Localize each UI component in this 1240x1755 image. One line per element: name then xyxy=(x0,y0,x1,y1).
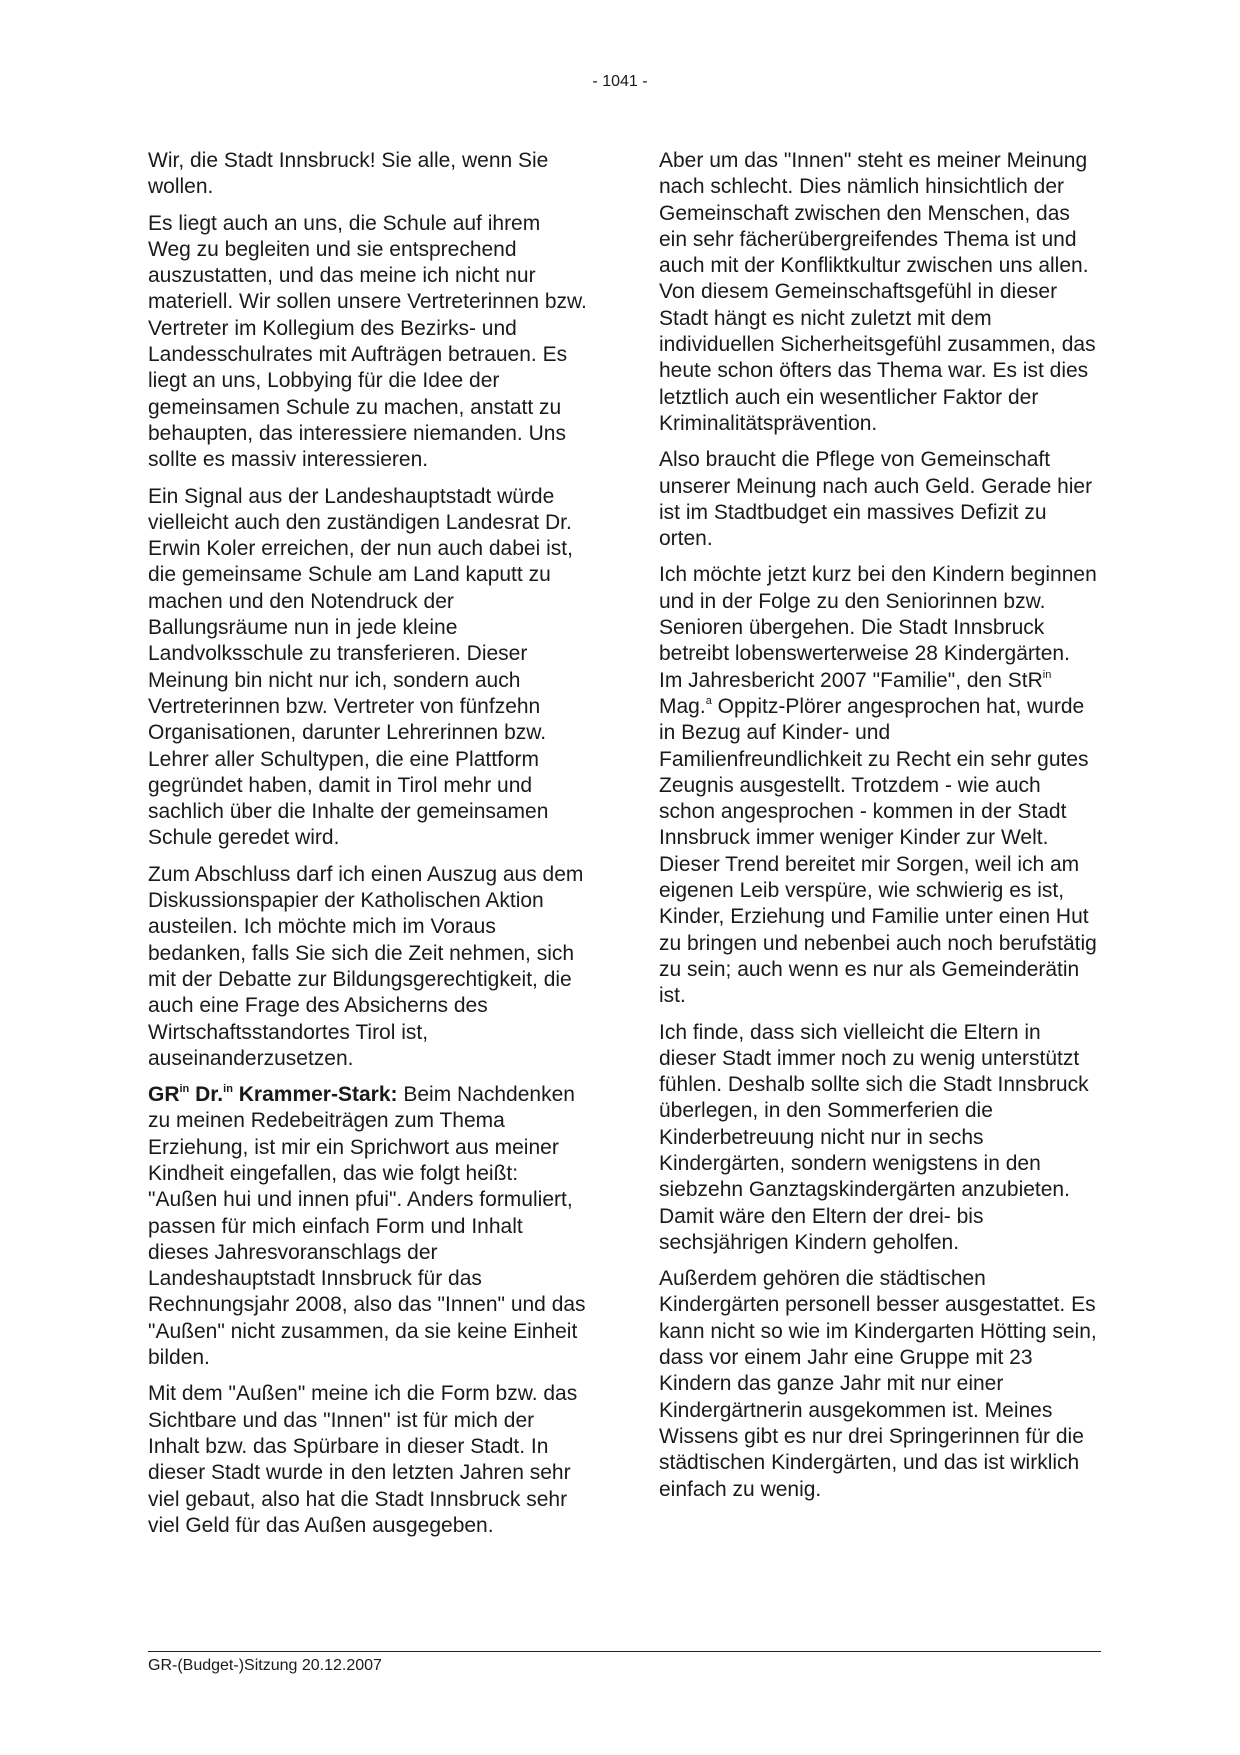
speaker-title-gr-suffix: in xyxy=(179,1083,190,1096)
paragraph: Ich finde, dass sich vielleicht die Eltern in dieser Stadt immer noch zu wenig unterstützt fühlen. Deshalb sollte sich die Stadt Innsbruck überlegen, in den Sommerferien die Kinderbetreuung nicht nur in sechs Kindergärten, sondern wenigstens in den siebzehn Ganztagskindergärten anzubieten. Damit wäre den Eltern der drei- bis sechsjährigen Kindern geholfen. xyxy=(659,1020,1089,1254)
left-column xyxy=(148,148,588,1549)
text-segment: Mag. xyxy=(659,694,706,718)
text-segment: Oppitz-Plörer angesprochen hat, wurde in Bezug auf Kinder- und Familienfreundlichkeit zu Recht ein sehr gutes Zeugnis ausgestellt. Trotzdem - wie auch schon angesprochen - kommen in der Stadt Innsbruck immer weniger Kinder zur Welt. Dieser Trend bereitet mir Sorgen, weil ich am eigenen Leib verspüre, wie schwierig es ist, Kinder, Erziehung und Familie unter einen Hut zu bringen und nebenbei auch noch berufstätig zu sein; auch wenn es nur als Gemeinderätin ist. xyxy=(659,694,1097,1008)
paragraph xyxy=(659,562,1099,1009)
title-suffix: a xyxy=(705,694,712,707)
speaker-paragraph xyxy=(148,1082,588,1371)
speaker-title-dr-suffix: in xyxy=(223,1083,233,1096)
text-segment: Ich möchte jetzt kurz bei den Kindern beginnen und in der Folge zu den Seniorinnen bzw. Senioren übergehen. Die Stadt Innsbruck betreibt lobenswerterweise 28 Kindergärten. Im Jahresbericht 2007 "Familie", den StR xyxy=(659,563,1097,692)
speaker-name xyxy=(148,1083,398,1106)
paragraph: Außerdem gehören die städtischen Kindergärten personell besser ausgestattet. Es kann nicht so wie im Kindergarten Hötting sein, dass vor einem Jahr eine Gruppe mit 23 Kindern das ganze Jahr mit nur einer Kindergärtnerin ausgekommen ist. Meines Wissens gibt es nur drei Springerinnen für die städtischen Kindergärten, und das ist wirklich einfach zu wenig. xyxy=(659,1267,1097,1501)
page-number: - 1041 - xyxy=(592,73,648,90)
paragraph: Aber um das "Innen" steht es meiner Meinung nach schlecht. Dies nämlich hinsichtlich der Gemeinschaft zwischen den Menschen, das ein sehr fächerübergreifendes Thema ist und auch mit der Konfliktkultur zwischen uns allen. Von diesem Gemeinschaftsgefühl in dieser Stadt hängt es nicht zuletzt mit dem individuellen Sicherheitsgefühl zusammen, das heute schon öfters das Thema war. Es ist dies letztlich auch ein wesentlicher Faktor der Kriminalitätsprävention. xyxy=(659,149,1096,435)
speaker-title-dr: Dr. xyxy=(195,1083,224,1107)
right-column xyxy=(659,148,1099,1513)
footer-divider xyxy=(148,1651,1101,1652)
paragraph: Also braucht die Pflege von Gemeinschaft unserer Meinung nach auch Geld. Gerade hier ist im Stadtbudget ein massives Defizit zu orten. xyxy=(659,448,1093,551)
speaker-surname: Krammer-Stark: xyxy=(238,1083,398,1107)
title-suffix: in xyxy=(1042,668,1052,681)
paragraph: Ein Signal aus der Landeshauptstadt würde vielleicht auch den zuständigen Landesrat Dr. Erwin Koler erreichen, der nun auch dabei ist, die gemeinsame Schule am Land kaputt zu machen und den Notendruck der Ballungsräume nun in jede kleine Landvolksschule zu transferieren. Dieser Meinung bin nicht nur ich, sondern auch Vertreterinnen bzw. Vertreter von fünfzehn Organisationen, darunter Lehrerinnen bzw. Lehrer aller Schultypen, die eine Plattform gegründet haben, damit in Tirol mehr und sachlich über die Inhalte der gemeinsamen Schule geredet wird. xyxy=(148,484,573,850)
speaker-title-gr: GR xyxy=(148,1083,180,1107)
paragraph: Mit dem "Außen" meine ich die Form bzw. das Sichtbare und das "Innen" ist für mich der Inhalt bzw. das Spürbare in dieser Stadt. In dieser Stadt wurde in den letzten Jahren sehr viel gebaut, also hat die Stadt Innsbruck sehr viel Geld für das Außen ausgegeben. xyxy=(148,1382,578,1537)
paragraph: Es liegt auch an uns, die Schule auf ihrem Weg zu begleiten und sie entsprechend auszustatten, und das meine ich nicht nur materiell. Wir sollen unsere Vertreterinnen bzw. Vertreter im Kollegium des Bezirks- und Landesschulrates mit Aufträgen betrauen. Es liegt an uns, Lobbying für die Idee der gemeinsamen Schule zu machen, anstatt zu behaupten, das interessiere niemanden. Uns sollte es massiv interessieren. xyxy=(148,211,587,472)
paragraph: Wir, die Stadt Innsbruck! Sie alle, wenn Sie wollen. xyxy=(148,149,549,199)
footer-text: GR-(Budget-)Sitzung 20.12.2007 xyxy=(148,1657,382,1674)
speech-text: Beim Nachdenken zu meinen Redebeiträgen zum Thema Erziehung, ist mir ein Sprichwort aus meiner Kindheit eingefallen, das wie folgt heißt: "Außen hui und innen pfui". Anders formuliert, passen für mich einfach Form und Inhalt dieses Jahresvoranschlags der Landeshauptstadt Innsbruck für das Rechnungsjahr 2008, also das "Innen" und das "Außen" nicht zusammen, da sie keine Einheit bilden. xyxy=(148,1083,586,1370)
paragraph: Zum Abschluss darf ich einen Auszug aus dem Diskussionspapier der Katholischen Aktion austeilen. Ich möchte mich im Voraus bedanken, falls Sie sich die Zeit nehmen, sich mit der Debatte zur Bildungsgerechtigkeit, die auch eine Frage des Absicherns des Wirtschaftsstandortes Tirol ist, auseinanderzusetzen. xyxy=(148,862,584,1070)
